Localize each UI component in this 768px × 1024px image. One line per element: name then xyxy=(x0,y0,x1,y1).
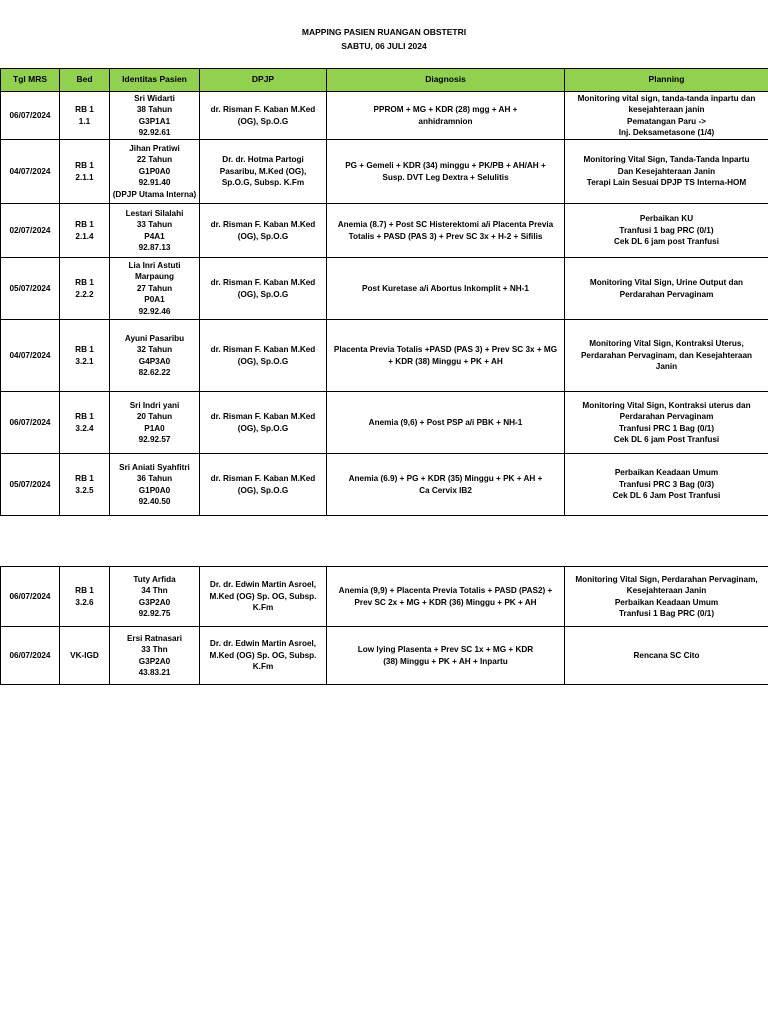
identitas-line: G3P2A0 xyxy=(138,597,171,607)
dpjp-line: Sp.O.G, Subsp. K.Fm xyxy=(221,178,305,188)
tgl-mrs-cell: 05/07/2024 xyxy=(1,454,60,516)
bed-line: RB 1 xyxy=(75,474,94,483)
planning-line: Monitoring Vital Sign, Perdarahan Pervaginam, xyxy=(575,574,758,584)
table-row xyxy=(1,454,768,516)
planning-line: Perdarahan Pervaginam xyxy=(619,289,714,299)
identitas-cell xyxy=(110,258,200,320)
table-row xyxy=(1,392,768,454)
identitas-line: 38 Tahun xyxy=(136,105,173,114)
identitas-line: Ayuni Pasaribu xyxy=(124,333,185,343)
tgl-mrs-cell: 06/07/2024 xyxy=(1,627,60,685)
identitas-line: 92.91.40 xyxy=(138,178,171,188)
identitas-line: 92.40.50 xyxy=(138,497,171,506)
identitas-line: 43.83.21 xyxy=(138,668,171,677)
dpjp-line: (OG), Sp.O.G xyxy=(237,356,289,366)
identitas-line: Sri Indri yani xyxy=(129,400,180,410)
tgl-mrs-cell: 05/07/2024 xyxy=(1,258,60,320)
identitas-cell xyxy=(110,204,200,258)
bed-cell xyxy=(60,627,110,685)
identitas-cell xyxy=(110,92,200,140)
identitas-line: 34 Thn xyxy=(141,586,168,595)
dpjp-cell xyxy=(200,258,327,320)
diagnosis-cell xyxy=(327,627,565,685)
tgl-mrs-cell: 06/07/2024 xyxy=(1,92,60,140)
diagnosis-line: anhidramnion xyxy=(418,116,473,126)
dpjp-cell xyxy=(200,140,327,204)
bed-cell xyxy=(60,204,110,258)
dpjp-line: dr. Risman F. Kaban M.Ked xyxy=(210,345,316,354)
dpjp-cell xyxy=(200,320,327,392)
diagnosis-cell xyxy=(327,258,565,320)
planning-line: Monitoring Vital Sign, Kontraksi Uterus, xyxy=(589,339,744,349)
identitas-line: G3P1A1 xyxy=(138,116,171,126)
dpjp-cell xyxy=(200,627,327,685)
dpjp-cell xyxy=(200,92,327,140)
identitas-line: 82.62.22 xyxy=(138,368,171,377)
dpjp-line: Dr. dr. Edwin Martin Asroel, xyxy=(209,639,317,649)
planning-line: Tranfusi 1 bag PRC (0/1) xyxy=(619,225,714,235)
dpjp-line: Dr. dr. Edwin Martin Asroel, xyxy=(209,580,317,590)
planning-cell xyxy=(565,627,768,685)
diagnosis-line: PG + Gemeli + KDR (34) minggu + PK/PB + AH/AH + xyxy=(345,161,546,170)
bed-line: 2.1.1 xyxy=(75,172,94,182)
identitas-cell xyxy=(110,140,200,204)
table-row xyxy=(1,92,768,140)
planning-cell xyxy=(565,258,768,320)
table-row xyxy=(1,204,768,258)
bed-cell xyxy=(60,320,110,392)
diagnosis-line: PPROM + MG + KDR (28) mgg + AH + xyxy=(373,105,518,114)
planning-cell xyxy=(565,392,768,454)
planning-line: Perbaikan Keadaan Umum xyxy=(614,597,719,607)
planning-line: Dan Kesejahteraan Janin xyxy=(617,166,716,176)
diagnosis-line: Low lying Plasenta + Prev SC 1x + MG + KDR xyxy=(357,645,534,654)
dpjp-line: (OG), Sp.O.G xyxy=(237,231,289,241)
identitas-line: G3P2A0 xyxy=(138,656,171,666)
table-row xyxy=(1,140,768,204)
planning-line: Cek DL 6 Jam Post Tranfusi xyxy=(612,491,721,501)
planning-line: Perdarahan Pervaginam, dan Kesejahteraan xyxy=(580,350,753,360)
document-title xyxy=(0,25,768,53)
table-row xyxy=(1,320,768,392)
dpjp-cell xyxy=(200,567,327,627)
bed-line: RB 1 xyxy=(75,161,94,170)
title-line-1: MAPPING PASIEN RUANGAN OBSTETRI xyxy=(301,27,467,37)
dpjp-line: M.Ked (OG) Sp. OG, Subsp. xyxy=(209,591,317,601)
diagnosis-cell xyxy=(327,92,565,140)
identitas-line: Tuty Arfida xyxy=(133,574,176,584)
planning-cell xyxy=(565,567,768,627)
bed-line: RB 1 xyxy=(75,220,94,229)
tgl-mrs-cell: 04/07/2024 xyxy=(1,140,60,204)
bed-line: 3.2.4 xyxy=(75,423,94,433)
tgl-mrs-cell: 04/07/2024 xyxy=(1,320,60,392)
tgl-mrs-cell: 02/07/2024 xyxy=(1,204,60,258)
identitas-line: 20 Tahun xyxy=(136,412,173,421)
dpjp-line: M.Ked (OG) Sp. OG, Subsp. xyxy=(209,650,317,660)
diagnosis-line: Placenta Previa Totalis +PASD (PAS 3) + Prev SC 3x + MG xyxy=(333,345,558,354)
identitas-line: 92.92.75 xyxy=(138,609,171,618)
bed-line: RB 1 xyxy=(75,586,94,595)
identitas-line: Marpaung xyxy=(134,272,175,282)
dpjp-line: dr. Risman F. Kaban M.Ked xyxy=(210,220,316,229)
identitas-line: Lestari Silalahi xyxy=(125,208,184,218)
table-row xyxy=(1,567,768,627)
identitas-line: P4A1 xyxy=(144,231,165,241)
identitas-cell xyxy=(110,627,200,685)
diagnosis-cell xyxy=(327,204,565,258)
identitas-cell xyxy=(110,392,200,454)
dpjp-line: dr. Risman F. Kaban M.Ked xyxy=(210,278,316,287)
diagnosis-line: Prev SC 2x + MG + KDR (36) Minggu + PK + AH xyxy=(354,597,537,607)
bed-cell xyxy=(60,392,110,454)
table-header-row xyxy=(1,69,768,92)
diagnosis-line: + KDR (38) Minggu + PK + AH xyxy=(388,356,503,366)
bed-line: 1.1 xyxy=(78,116,91,126)
bed-line: RB 1 xyxy=(75,105,94,114)
identitas-line: 32 Tahun xyxy=(136,345,173,354)
diagnosis-line: Anemia (9,6) + Post PSP a/i PBK + NH-1 xyxy=(368,417,523,427)
identitas-line: Sri Widarti xyxy=(134,93,175,103)
bed-line: 2.2.2 xyxy=(75,289,94,299)
header-dpjp: DPJP xyxy=(200,69,327,92)
identitas-line: G4P3A0 xyxy=(138,356,171,366)
identitas-cell xyxy=(110,320,200,392)
planning-line: Terapi Lain Sesuai DPJP TS Interna-HOM xyxy=(586,178,747,188)
bed-line: RB 1 xyxy=(75,412,94,421)
planning-line: Rencana SC Cito xyxy=(633,650,700,660)
planning-line: Cek DL 6 jam Post Tranfusi xyxy=(613,435,720,444)
diagnosis-line: Anemia (9,9) + Placenta Previa Totalis + PASD (PAS2) + xyxy=(338,586,553,595)
planning-line: Monitoring Vital Sign, Tanda-Tanda Inpartu xyxy=(583,155,750,165)
diagnosis-cell xyxy=(327,140,565,204)
header-identitas: Identitas Pasien xyxy=(110,69,200,92)
planning-cell xyxy=(565,92,768,140)
identitas-line: 22 Tahun xyxy=(136,155,173,165)
bed-cell xyxy=(60,258,110,320)
dpjp-cell xyxy=(200,204,327,258)
bed-cell xyxy=(60,454,110,516)
bed-line: 3.2.1 xyxy=(75,356,94,366)
identitas-line: P0A1 xyxy=(144,295,165,305)
planning-cell xyxy=(565,454,768,516)
bed-cell xyxy=(60,140,110,204)
dpjp-line: (OG), Sp.O.G xyxy=(237,116,289,126)
identitas-line: 92.92.57 xyxy=(138,435,171,444)
planning-cell xyxy=(565,204,768,258)
planning-line: Cek DL 6 jam post Tranfusi xyxy=(614,237,719,247)
dpjp-line: K.Fm xyxy=(252,662,274,672)
identitas-line: Ersi Ratnasari xyxy=(126,633,183,643)
identitas-line: 27 Tahun xyxy=(136,283,173,293)
patient-table xyxy=(0,68,768,516)
header-tgl-mrs: Tgl MRS xyxy=(1,69,60,92)
identitas-line: G1P0A0 xyxy=(138,485,171,495)
dpjp-line: dr. Risman F. Kaban M.Ked xyxy=(210,412,316,421)
planning-line: Monitoring Vital Sign, Urine Output dan xyxy=(589,278,744,287)
diagnosis-line: Ca Cervix IB2 xyxy=(419,485,472,495)
dpjp-line: Pasaribu, M.Ked (OG), xyxy=(219,166,307,176)
planning-line: Pematangan Paru -> xyxy=(627,116,706,126)
identitas-line: (DPJP Utama Interna) xyxy=(112,189,197,199)
diagnosis-cell xyxy=(327,392,565,454)
identitas-cell xyxy=(110,454,200,516)
bed-line: 3.2.6 xyxy=(75,597,94,607)
header-diagnosis: Diagnosis xyxy=(327,69,565,92)
identitas-cell xyxy=(110,567,200,627)
planning-line: Perdarahan Pervaginam xyxy=(619,412,714,421)
patient-table-2 xyxy=(0,566,768,685)
tgl-mrs-cell: 06/07/2024 xyxy=(1,567,60,627)
planning-line: Monitoring vital sign, tanda-tanda inpartu dan xyxy=(577,93,756,103)
identitas-line: 36 Tahun xyxy=(136,474,173,483)
diagnosis-line: Post Kuretase a/i Abortus Inkomplit + NH-1 xyxy=(362,283,529,293)
planning-line: Janin xyxy=(655,362,678,372)
bed-cell xyxy=(60,567,110,627)
diagnosis-cell xyxy=(327,454,565,516)
planning-line: Monitoring Vital Sign, Kontraksi uterus dan xyxy=(582,400,751,410)
header-planning: Planning xyxy=(565,69,768,92)
planning-line: Perbaikan KU xyxy=(639,214,694,224)
bed-line: VK-IGD xyxy=(70,650,99,660)
diagnosis-line: Susp. DVT Leg Dextra + Selulitis xyxy=(382,172,509,182)
diagnosis-line: Anemia (8.7) + Post SC Histerektomi a/i Placenta Previa xyxy=(337,220,554,229)
planning-line: Tranfusi PRC 3 Bag (0/3) xyxy=(618,479,715,489)
bed-line: RB 1 xyxy=(75,345,94,354)
dpjp-cell xyxy=(200,392,327,454)
identitas-line: 92.92.46 xyxy=(138,306,171,316)
header-bed: Bed xyxy=(60,69,110,92)
identitas-line: Jihan Pratiwi xyxy=(129,143,180,153)
identitas-line: P1A0 xyxy=(144,423,165,433)
planning-cell xyxy=(565,320,768,392)
identitas-line: 33 Thn xyxy=(141,645,168,654)
diagnosis-line: Totalis + PASD (PAS 3) + Prev SC 3x + H-2 + Sifilis xyxy=(348,231,543,241)
planning-line: Inj. Deksametasone (1/4) xyxy=(618,128,715,137)
identitas-line: 92.87.13 xyxy=(138,243,171,252)
table-row xyxy=(1,627,768,685)
identitas-line: G1P0A0 xyxy=(138,166,171,176)
dpjp-line: (OG), Sp.O.G xyxy=(237,485,289,495)
planning-cell xyxy=(565,140,768,204)
dpjp-cell xyxy=(200,454,327,516)
bed-cell xyxy=(60,92,110,140)
dpjp-line: K.Fm xyxy=(252,603,274,613)
dpjp-line: Dr. dr. Hotma Partogi xyxy=(222,155,304,165)
identitas-line: 33 Tahun xyxy=(136,220,173,229)
dpjp-line: dr. Risman F. Kaban M.Ked xyxy=(210,474,316,483)
bed-line: RB 1 xyxy=(75,278,94,287)
planning-line: kesejahteraan janin xyxy=(628,105,705,114)
diagnosis-cell xyxy=(327,567,565,627)
dpjp-line: (OG), Sp.O.G xyxy=(237,289,289,299)
planning-line: Tranfusi 1 Bag PRC (0/1) xyxy=(618,609,715,618)
planning-line: Tranfusi PRC 1 Bag (0/1) xyxy=(618,423,715,433)
tgl-mrs-cell: 06/07/2024 xyxy=(1,392,60,454)
dpjp-line: dr. Risman F. Kaban M.Ked xyxy=(210,105,316,114)
identitas-line: Lia Inri Astuti xyxy=(128,260,181,270)
identitas-line: 92.92.61 xyxy=(138,128,171,137)
diagnosis-cell xyxy=(327,320,565,392)
diagnosis-line: (38) Minggu + PK + AH + Inpartu xyxy=(383,656,508,666)
table-row xyxy=(1,258,768,320)
planning-line: Perbaikan Keadaan Umum xyxy=(614,468,719,478)
bed-line: 3.2.5 xyxy=(75,485,94,495)
planning-line: Kesejahteraan Janin xyxy=(626,586,707,595)
diagnosis-line: Anemia (6.9) + PG + KDR (35) Minggu + PK + AH + xyxy=(348,474,543,483)
dpjp-line: (OG), Sp.O.G xyxy=(237,423,289,433)
identitas-line: Sri Aniati Syahfitri xyxy=(119,462,190,472)
bed-line: 2.1.4 xyxy=(75,231,94,241)
title-line-2: SABTU, 06 JULI 2024 xyxy=(341,41,427,51)
